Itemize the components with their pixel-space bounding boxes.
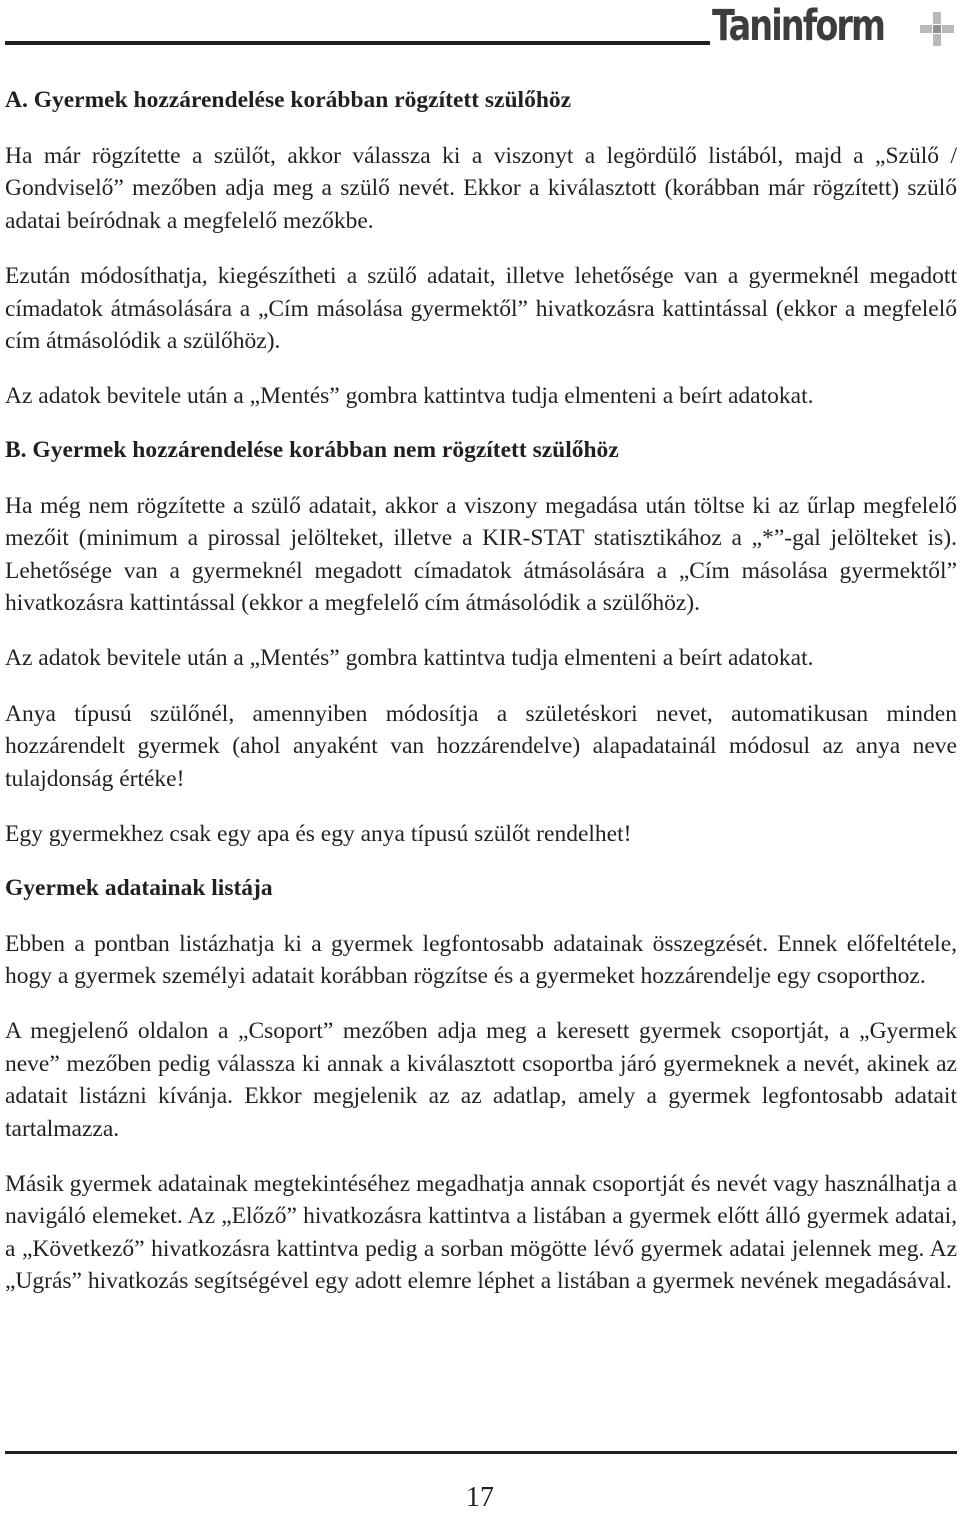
section-a-heading: A. Gyermek hozzárendelése korábban rögzített szülőhöz: [5, 87, 572, 113]
section-c-paragraph-1: Ebben a pontban listázhatja ki a gyermek legfontosabb adatainak összegzését. Ennek előfeltétele, hogy a gyermek személyi adatait korábban rögzítse és a gyermeket hozzárendelje egy csoporthoz.: [5, 930, 957, 989]
logo-cross-icon: [920, 12, 954, 46]
section-c-heading: Gyermek adatainak listája: [5, 874, 273, 901]
logo-text: Taninform: [712, 1, 885, 51]
section-a-paragraph-1: Ha már rögzítette a szülőt, akkor válassza ki a viszonyt a legördülő listából, majd a „Szülő / Gondviselő” mezőben adja meg a szülő nevét. Ekkor a kiválasztott (korábban már rögzített) szülő adatai beíródnak a megfelelő mezőkbe.: [5, 143, 957, 234]
section-a-paragraph-2: Ezután módosíthatja, kiegészítheti a szülő adatait, illetve lehetősége van a gyermeknél megadott címadatok átmásolására a „Cím másolása gyermektől” hivatkozásra kattintással (ekkor a megfelelő cím átmásolódik a szülőhöz).: [5, 263, 957, 355]
section-b-paragraph-4: Egy gyermekhez csak egy apa és egy anya típusú szülőt rendelhet!: [5, 821, 632, 848]
header-rule: [5, 41, 710, 45]
taninform-logo: [712, 2, 933, 50]
section-c-paragraph-3: Másik gyermek adatainak megtekintéséhez megadhatja annak csoportját és nevét vagy használhatja a navigáló elemeket. Az „Előző” hivatkozásra kattintva a listában a gyermek előtt álló gyermek adatai, a „Következő” hivatkozásra kattintva pedig a sorban mögötte lévő gyermek adatai jelennek meg. Az „Ugrás” hivatkozás segítségével egy adott elemre léphet a listában a gyermek nevének megadásával.: [5, 1170, 958, 1295]
section-a-paragraph-3: Az adatok bevitele után a „Mentés” gombra kattintva tudja elmenteni a beírt adatokat.: [5, 383, 814, 410]
page-number: 17: [466, 1482, 494, 1513]
section-c-paragraph-2: A megjelenő oldalon a „Csoport” mezőben adja meg a keresett gyermek csoportját, a „Gyermek neve” mezőben pedig válassza ki annak a kiválasztott csoportba járó gyermeknek a nevét, akinek az adatait listázni kívánja. Ekkor megjelenik az az adatlap, amely a gyermek legfontosabb adatait tartalmazza.: [5, 1018, 957, 1142]
section-b-paragraph-2: Az adatok bevitele után a „Mentés” gombra kattintva tudja elmenteni a beírt adatokat.: [5, 645, 814, 672]
document-body: [5, 84, 957, 1321]
section-b-heading: B. Gyermek hozzárendelése korábban nem rögzített szülőhöz: [5, 436, 619, 463]
footer-rule: [5, 1451, 957, 1454]
section-b-paragraph-3: Anya típusú szülőnél, amennyiben módosítja a születéskori nevet, automatikusan minden hozzárendelt gyermek (ahol anyaként van hozzárendelve) alapadatainál módosul az anya neve tulajdonság értéke!: [5, 700, 957, 792]
section-b-paragraph-1: Ha még nem rögzítette a szülő adatait, akkor a viszony megadása után töltse ki az űrlap megfelelő mezőit (minimum a pirossal jelölteket, illetve a KIR-STAT statisztikához a „*”-gal jelölteket is). Lehetősége van a gyermeknél megadott címadatok átmásolására a „Cím másolása gyermektől” hivatkozásra kattintással (ekkor a megfelelő cím átmásolódik a szülőhöz).: [5, 492, 957, 617]
